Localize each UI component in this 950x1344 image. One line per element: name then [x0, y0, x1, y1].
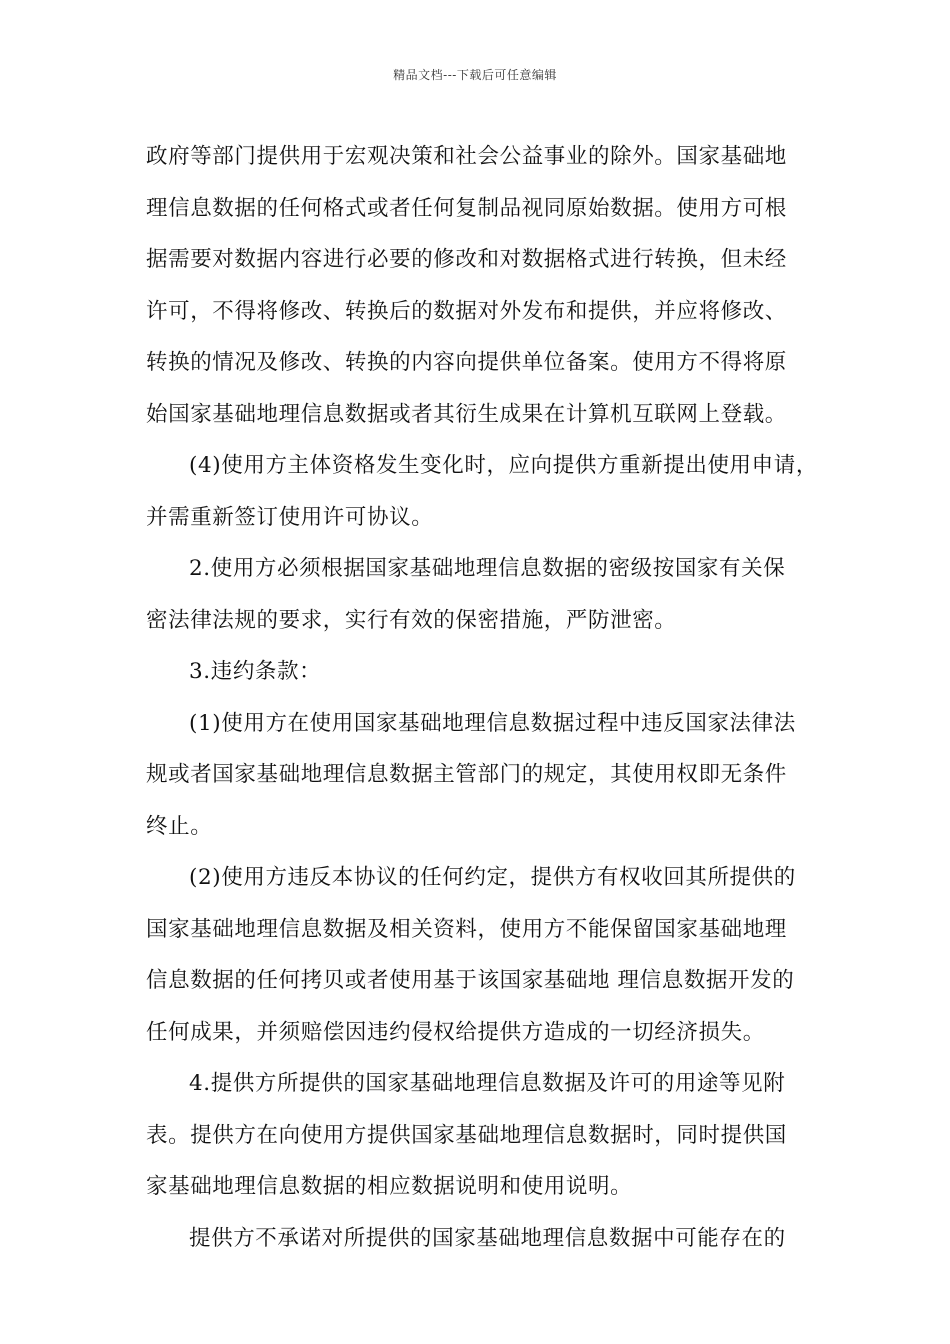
text-line: 密法律法规的要求，实行有效的保密措施，严防泄密。 [146, 607, 677, 633]
text-line: 家基础地理信息数据的相应数据说明和使用说明。 [146, 1174, 633, 1199]
text-line: 转换的情况及修改、转换的内容向提供单位备案。使用方不得将原 [146, 350, 787, 375]
paragraph-start-line: (2)使用方违反本协议的任何约定，提供方有权收回其所提供的 [189, 865, 796, 890]
paragraph-start-line: 4.提供方所提供的国家基础地理信息数据及许可的用途等见附 [189, 1071, 786, 1096]
text-line: 国家基础地理信息数据及相关资料，使用方不能保留国家基础地理 [146, 916, 787, 942]
text-line: 表。提供方在向使用方提供国家基础地理信息数据时，同时提供国 [146, 1122, 787, 1148]
text-line: 任何成果，并须赔偿因违约侵权给提供方造成的一切经济损失。 [146, 1019, 765, 1045]
text-line: 始国家基础地理信息数据或者其衍生成果在计算机互联网上登载。 [146, 401, 787, 427]
paragraph-start-line: (4)使用方主体资格发生变化时，应向提供方重新提出使用申请， [189, 453, 818, 478]
text-line: 终止。 [146, 813, 213, 839]
paragraph-start-line: 提供方不承诺对所提供的国家基础地理信息数据中可能存在的 [189, 1225, 786, 1251]
text-line: 据需要对数据内容进行必要的修改和对数据格式进行转换，但未经 [146, 247, 787, 272]
text-line: 并需重新签订使用许可协议。 [146, 504, 434, 530]
section-heading: 3.违约条款： [189, 659, 322, 684]
document-body [146, 131, 826, 1264]
text-line: 许可，不得将修改、转换后的数据对外发布和提供，并应将修改、 [146, 298, 787, 324]
text-line: 规或者国家基础地理信息数据主管部门的规定，其使用权即无条件 [146, 762, 787, 787]
text-line: 信息数据的任何拷贝或者使用基于该国家基础地 理信息数据开发的 [146, 968, 795, 993]
paragraph-start-line: 2.使用方必须根据国家基础地理信息数据的密级按国家有关保 [189, 556, 786, 581]
text-line: 政府等部门提供用于宏观决策和社会公益事业的除外。国家基础地 [146, 144, 787, 169]
page-header: 精品文档---下载后可任意编辑 [393, 68, 557, 82]
paragraph-start-line: (1)使用方在使用国家基础地理信息数据过程中违反国家法律法 [189, 710, 796, 736]
text-line: 理信息数据的任何格式或者任何复制品视同原始数据。使用方可根 [146, 195, 787, 221]
